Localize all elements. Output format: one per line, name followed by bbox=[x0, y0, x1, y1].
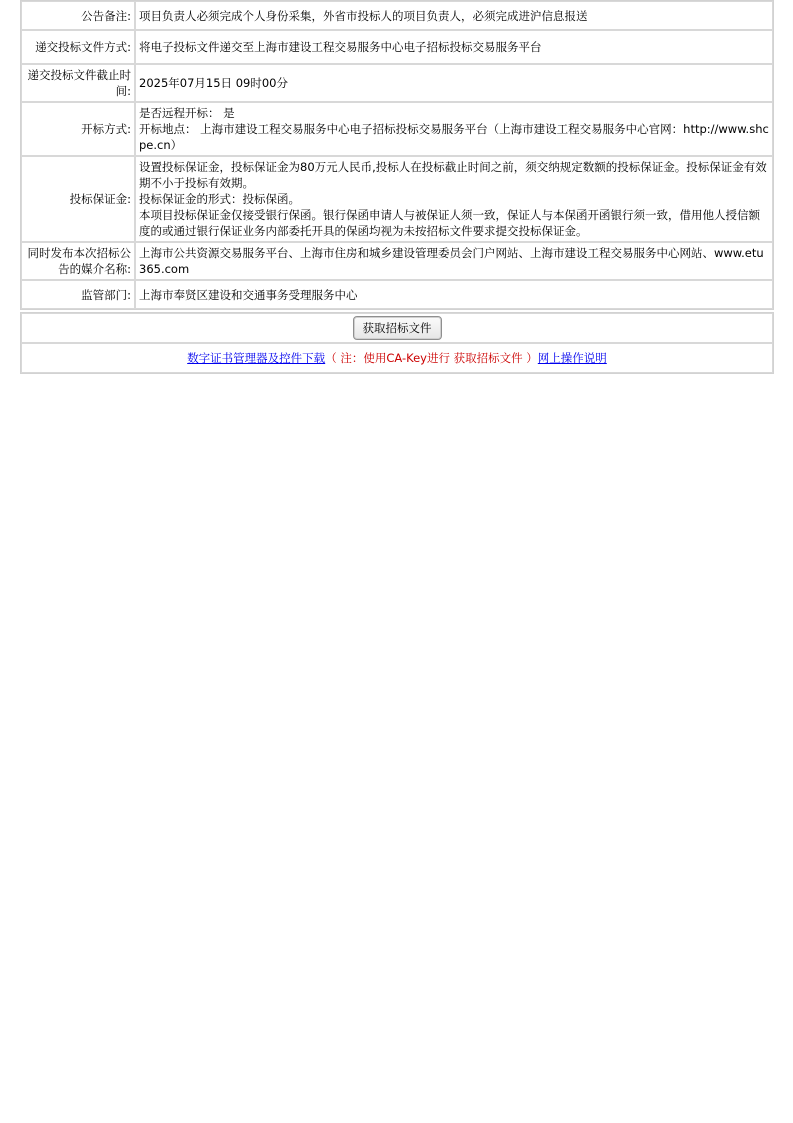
row-label-bid-bond: 投标保证金: bbox=[21, 156, 135, 242]
row-label-submit-method: 递交投标文件方式: bbox=[21, 30, 135, 64]
table-row bbox=[21, 313, 773, 343]
table-row bbox=[21, 1, 773, 30]
action-table bbox=[20, 312, 774, 374]
table-row bbox=[21, 343, 773, 373]
remark-text: 项目负责人必须完成个人身份采集，外省市投标人的项目负责人，必须完成进沪信息报送 bbox=[139, 8, 588, 23]
link-cell bbox=[21, 343, 773, 373]
opening-location-text: 开标地点： 上海市建设工程交易服务中心电子招标投标交易服务平台（上海市建设工程交易服务中心官网：http://www.shcpe.cn） bbox=[139, 122, 769, 152]
deadline-text: 2025年07月15日 09时00分 bbox=[139, 76, 288, 90]
table-row bbox=[21, 242, 773, 280]
submit-method-text: 将电子投标文件递交至上海市建设工程交易服务中心电子招标投标交易服务平台 bbox=[139, 40, 542, 54]
supervisor-text: 上海市奉贤区建设和交通事务受理服务中心 bbox=[139, 287, 358, 302]
media-text: 上海市公共资源交易服务平台、上海市住房和城乡建设管理委员会门户网站、上海市建设工程交易服务中心网站、www.etu365.com bbox=[139, 246, 764, 276]
row-value-bid-bond bbox=[135, 156, 773, 242]
bid-bond-rule-text: 本项目投标保证金仅接受银行保函。银行保函申请人与被保证人须一致，保证人与本保函开函银行须一致，借用他人授信额度的或通过银行保证业务内部委托开具的保函均视为未按招标文件要求提交投标保证金。 bbox=[139, 208, 760, 238]
get-bid-document-button[interactable]: 获取招标文件 bbox=[353, 316, 442, 340]
bid-bond-amount-text: 设置投标保证金，投标保证金为80万元人民币,投标人在投标截止时间之前，须交纳规定数额的投标保证金。投标保证金有效期不小于投标有效期。 bbox=[139, 160, 767, 190]
table-row bbox=[21, 30, 773, 64]
ca-key-note: （ 注：使用CA-Key进行 获取招标文件 ） bbox=[325, 351, 538, 365]
cert-manager-download-link[interactable]: 数字证书管理器及控件下载 bbox=[187, 351, 326, 365]
row-label-supervisor: 监管部门: bbox=[21, 280, 135, 309]
row-value-supervisor bbox=[135, 280, 773, 309]
table-row bbox=[21, 156, 773, 242]
row-label-opening-method: 开标方式: bbox=[21, 102, 135, 156]
row-value-media bbox=[135, 242, 773, 280]
row-value-remark bbox=[135, 1, 773, 30]
notice-detail bbox=[20, 0, 774, 374]
table-row bbox=[21, 280, 773, 309]
row-label-deadline: 递交投标文件截止时间: bbox=[21, 64, 135, 102]
row-label-remark: 公告备注: bbox=[21, 1, 135, 30]
notice-info-table bbox=[20, 0, 774, 310]
table-row bbox=[21, 64, 773, 102]
remote-opening-text: 是否远程开标： 是 bbox=[139, 106, 235, 120]
bid-bond-form-text: 投标保证金的形式：投标保函。 bbox=[139, 192, 300, 206]
button-cell bbox=[21, 313, 773, 343]
row-value-deadline bbox=[135, 64, 773, 102]
table-row bbox=[21, 102, 773, 156]
row-value-submit-method bbox=[135, 30, 773, 64]
online-help-link[interactable]: 网上操作说明 bbox=[537, 351, 607, 365]
row-value-opening-method bbox=[135, 102, 773, 156]
row-label-media: 同时发布本次招标公告的媒介名称: bbox=[21, 242, 135, 280]
